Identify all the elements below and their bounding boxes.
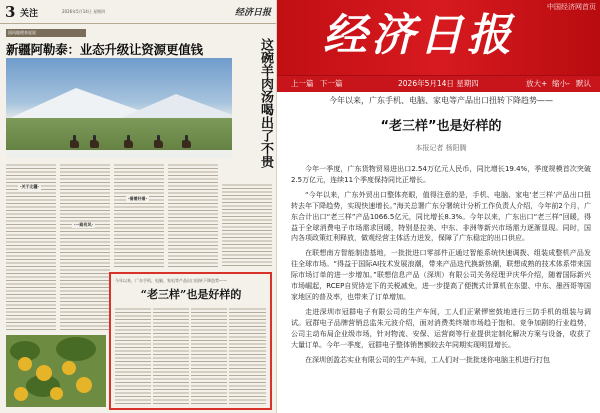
site-home-link[interactable]: 中国经济网首页 [547, 3, 596, 11]
highlight-kicker: 今年以来，广东手机、电脑、家电等产品出口扭转下降趋势—— [115, 278, 227, 283]
masthead-banner [277, 0, 600, 75]
prev-article-button[interactable]: 上一篇 [291, 79, 314, 88]
side-article-title[interactable]: 这碗羊肉汤喝出了不贵 [258, 38, 273, 168]
page-headline[interactable]: 新疆阿勒泰：业态升级让资源更值钱 [6, 42, 203, 57]
zoom-in-button[interactable]: 放大+ [526, 79, 548, 88]
masthead-logo: 经济日报 [323, 10, 515, 61]
text-column [114, 162, 164, 268]
text-column [168, 162, 218, 268]
newspaper-page-thumbnail[interactable] [0, 0, 277, 413]
altay-landscape-photo [6, 58, 232, 158]
selected-article-highlight[interactable] [109, 272, 272, 410]
page-section: 关注 [20, 9, 39, 19]
article-paragraph: “今年以来，广东外贸出口整体亮眼，值得注意的是，手机、电脑、家电‘老三样’产品出口扭转去年下降趋势，实现快速增长。”海关总署广东分署统计分析工作负责人介绍，今年前2个月，广东合计出口“老三样”产品1066.5亿元，同比增长8.3%。今年以来，广东出口“老三样”回暖，得益于全球消费电子市场需求回暖，特别是拉美、中东、非洲等新兴市场需力逐渐显现。同时，国内各项政策红利释放，做观经营主体活力迸发，保障了广东稳定的出口供应。 [291, 190, 591, 243]
article-paragraph: 今年一季度，广东货物贸易进出口2.54万亿元人民币，同比增长19.4%，季度规模首次突破2.5万亿元，连续11个季度保持同比正增长。 [291, 165, 591, 184]
fruit-harvest-photo [6, 335, 106, 407]
article-body [291, 164, 591, 369]
text-column [222, 182, 272, 268]
article-toolbar [277, 75, 600, 92]
sub-heading: ·关于北疆· [20, 184, 40, 189]
text-column [115, 306, 151, 406]
article-pre-title: 今年以来，广东手机、电脑、家电等产品出口扭转下降趋势—— [329, 96, 553, 105]
article-paragraph: 在深圳创盈芯实业有限公司的生产车间，工人们对一批批迷你电脑主机进行打包 [305, 355, 550, 364]
text-column [153, 306, 189, 406]
issue-date: 2026年5月14日 星期四 [398, 79, 479, 88]
sub-heading: ·一路有风· [74, 222, 94, 227]
article-viewer [277, 0, 600, 413]
sub-heading: ·看着好看· [128, 196, 148, 201]
page-date: 2026年5月14日 星期四 [62, 9, 106, 14]
reset-zoom-button[interactable]: 默认 [576, 79, 591, 88]
next-article-button[interactable]: 下一篇 [320, 79, 343, 88]
page-masthead: 经济日报 [234, 8, 271, 18]
highlight-title: “老三样”也是好样的 [140, 288, 242, 301]
article-paragraph: 在联想南方智能制造基地，一批批进口零部件正通过智能系统快速调拨、组装成整机产品发往全球市场。“得益于国际AI技术发展浪潮，带来产品迭代换新热潮，联想成熟的技术体系带来国际市场订单的进一步增加。”联想信息产品（深圳）有限公司关务经理尹庆华介绍，随着国际新兴市场崛起，RCEP自贸协定下的关税减免，进一步提高了便携式计算机在东盟、中东、墨西哥等国家地区的普及率，也带来了订单增加。 [291, 249, 591, 301]
text-column [191, 306, 227, 406]
page-header [0, 0, 277, 24]
article-paragraph: 走进深圳市冠群电子有限公司的生产车间，工人们正紧锣密鼓地进行三防手机的组装与调试。冠群电子品牌营销总监朱元波介绍，面对消费类终端市场趋于饱和、竞争加剧的行业趋势，公司主动布局企业级市场，针对物流、安保、运营商等行业提供定制化解决方案与设备，收获了大量订单。今年一季度，冠群电子整体销售额较去年同期实现明显增长。 [291, 307, 591, 349]
text-column [229, 306, 266, 406]
zoom-out-button[interactable]: 缩小- [552, 79, 570, 88]
text-column [60, 162, 110, 332]
headline-kicker: 国风地理来说说 [6, 29, 86, 37]
page-number: 3 [5, 3, 16, 21]
article-title: “老三样”也是好样的 [380, 119, 502, 134]
article-byline: 本报记者 杨阳腾 [415, 144, 467, 152]
